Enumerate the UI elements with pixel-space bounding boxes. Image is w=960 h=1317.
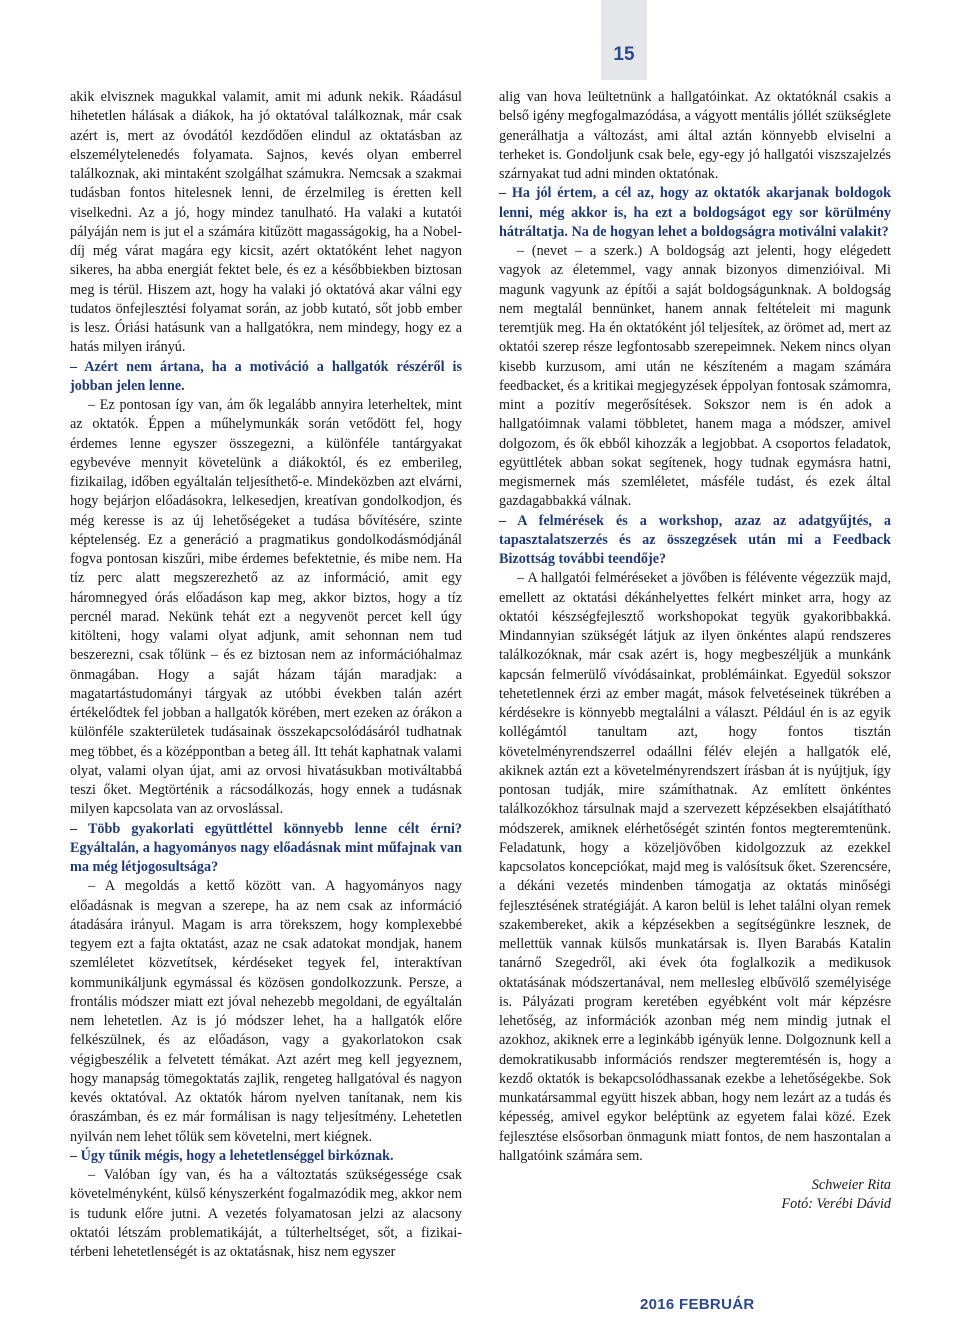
interview-question: – Úgy tűnik mégis, hogy a lehetetlenséggel birkóznak.	[70, 1147, 394, 1164]
answer-paragraph: alig van hova leültetnünk a hallgatóinkat. Az oktatóknál csakis a belső igény megfogalmazódása, a vágyott mentális jóllét szükséglete generálhatja a változást, ami által aztán könnyebb elviselni a terheket is. Gondoljunk csak bele, egy-egy jó hallgatói viszszajelzés szárnyakat tud adni minden oktatónak.	[499, 89, 891, 182]
right-column	[499, 88, 891, 1215]
interview-question: – Több gyakorlati együttléttel könnyebb lenne célt érni? Egyáltalán, a hagyományos nagy előadásnak mint műfajnak van ma még létjogosultsága?	[70, 820, 462, 875]
photo-credit: Fotó: Verébi Dávid	[781, 1196, 891, 1213]
answer-paragraph: – A hallgatói felméréseket a jövőben is félévente végezzük majd, emellett az oktatási dékánhelyettes felkért minket arra, hogy az oktatói készségfejlesztő workshopokat tegyük gyakoribbakká. Mindannyian szükségét látjuk az ilyen önkéntes alapú rendszeres találkozóknak, már csak azért is, hogy megbeszéljük a munkánk kapcsán felmerülő vívódásainkat, problémáinkat. Egyedül sokszor tehetetlennek érzi az ember magát, mások felvetéseinek tükrében a kérdésekre is könnyebb megtalálni a választ. Például én is az egyik kollégámtól tanultam azt, hogy fontos tisztán követelményrendszerrel odaállni félév elején a hallgatók elé, akiknek aztán ezt a követelményrendszert írásban át is nyújtjuk, így pontosan tudják, mire számíthatnak. Az említett önkéntes találkozókhoz társulnak majd a szervezett képzésekben elsajátítható módszerek, amiknek elérhetőségét szintén fontos megteremtenünk. Feladatunk, hogy a közeljövőben kidolgozzuk az ezekkel kapcsolatos koncepciókat, majd meg is valósítsuk őket. Szerencsére, a dékáni vezetés mindenben támogatja az oktatás minőségi fejlesztésének stratégiáját. A karon belül is lehet találni olyan remek szakembereket, akik a képzésekben a segítségünkre lesznek, de mellettük vannak külsős munkatársak is. Ilyen Barabás Katalin tanárnő Szegedről, aki évek óta foglalkozik a medikusok oktatásának módszertanával, nem mellesleg elbűvölő személyisége is. Pályázati program keretében egyébként volt már képzésre lehetőség, az információk azonban még nem mindig jutnak el azokhoz, akiknek erre a leginkább igényük lenne. Dolgoznunk kell a demokratikusabb információs rendszer megteremtésén is, hogy a kezdő oktatók is bekapcsolódhassanak ezekbe a lehetőségekbe. Sok munkatársammal együtt hiszek abban, hogy nem lezárt az a tudás és képesség, amivel egykor beléptünk az egyetem falai közé. Ezek fejlesztése elsősorban önmagunk miatt fontos, de nem haszontalan a hallgatóink számára sem.	[499, 570, 891, 1164]
left-column	[70, 88, 462, 1262]
page-number-box	[601, 0, 647, 80]
answer-paragraph: – Valóban így van, és ha a változtatás szükségessége csak követelményként, külső kényszerként fogalmazódik meg, akkor nem is tudunk előre jutni. A vezetés folyamatosan jelzi az alacsony oktatói létszám problematikáját, a túlterheltséget, sőt, a fizikai-térbeni lehetetlenségét is az oktatásnak, hisz nem egyszer	[70, 1167, 462, 1260]
interview-question: – Azért nem ártana, ha a motiváció a hallgatók részéről is jobban jelen lenne.	[70, 358, 462, 394]
answer-paragraph: – Ez pontosan így van, ám ők legalább annyira leterheltek, mint az oktatók. Éppen a műhelymunkák során vetődött fel, hogy érdemes lenne egyszer összegezni, a különféle tantárgyakat egybevéve mennyit követelünk a diákoktól, és ez emberileg, fizikailag, időben egyáltalán teljesíthető-e. Mindeközben azt elvárni, hogy bejárjon előadásokra, lelkesedjen, kreatívan gondolkodjon, és még keresse is az új lehetőségeket a tudása bővítésére, szinte képtelenség. Ez a generáció a pragmatikus gondolkodásmódjánál fogva pontosan kiszűri, mibe érdemes befektetnie, és mibe nem. Ha tíz perc alatt megszerezhető az az információ, amit egy háromnegyed órás előadáson kap meg, akkor biztos, hogy a tíz percnél marad. Nekünk tehát ezt a negyvenöt percet kell úgy kitölteni, hogy valami olyat adjunk, amit sehonnan nem tud beszerezni, csak tőlünk – és ez biztosan nem az információhalmaz önmagában. Hogy a saját házam táján maradjak: a magatartástudományi tárgyak az utóbbi években talán azért értékelődtek fel jobban a hallgatók körében, mert ezeken az órákon a különféle szakterületek tudásainak összekapcsolódásáról tudhatnak meg többet, és a középpontban a beteg áll. Itt tehát kaphatnak valami olyat, valami olyan újat, ami az orvosi hivatásukban motiváltabbá teszi őket. Megtörténik a rácsodálkozás, hogy ennek a tudásnak milyen kapcsolata van az orvoslással.	[70, 397, 462, 818]
author-name: Schweier Rita	[811, 1177, 891, 1193]
page-number: 15	[613, 44, 635, 65]
footer-issue-date: 2016 FEBRUÁR	[640, 1296, 755, 1313]
interview-question: – A felmérések és a workshop, azaz az adatgyűjtés, a tapasztalatszerzés és az összegzések után mi a Feedback Bizottság további teendője?	[499, 512, 891, 567]
answer-paragraph: – A megoldás a kettő között van. A hagyományos nagy előadásnak is megvan a szerepe, ha az nem csak az információ átadására irányul. Magam is arra törekszem, hogy komplexebbé tegyem ezt a fajta oktatást, azaz ne csak adatokat mondjak, hanem szemléletet közvetítsek, kérdéseket tegyek fel, interaktívan kommunikáljunk egymással és közösen gondolkozzunk. Persze, a frontális módszer miatt ezt jóval nehezebb megoldani, de egyáltalán nem lehetetlen. Az is jó módszer lehet, ha a hallgatók előre felkészülnek, és az előadáson, vagy a gyakorlatokon csak végigbeszélik a felvetett témákat. Azt azért meg kell jegyeznem, hogy manapság tömegoktatás zajlik, rengeteg hallgatóval és nagyon kevés oktatóval. Az oktatók három nyelven tanítanak, nem kis óraszámban, és ez már formálisan is nagy teljesítmény. Lehetetlen nyilván nem lehet tőlük sem követelni, mert kiégnek.	[70, 878, 462, 1145]
answer-paragraph: akik elvisznek magukkal valamit, amit mi adunk nekik. Ráadásul hihetetlen hálásak a diákok, ha jó oktatóval találkoznak, már csak azért is, mert az óvodától kezdődően elindul az oktatásban az elszemélytelenedés folyamata. Sajnos, kevés olyan emberrel találkoznak, aki mintaként szolgálhat számukra. Nemcsak a szakmai tudásban fontos hitelesnek lenni, de érzelmileg is éretten kell viselkedni. Az a jó, hogy mindez tanulható. Ha valaki a kutatói pályáján nem is jut el a számára kitűzött magasságokig, ha a Nobel-díj még várat magára egy kicsit, azért oktatóként lehet nagyon sikeres, ha abba energiát fektet bele, és ez a későbbiekben biztosan meg is térül. Hiszem azt, hogy ha valaki jó oktatóvá akar válni egy tudatos önfejlesztési folyamat során, az jobb kutató, sőt jobb ember is lesz. Óriási hatásunk van a hallgatókra, nem mindegy, hogy ez a hatás milyen irányú.	[70, 89, 462, 356]
interview-question: – Ha jól értem, a cél az, hogy az oktatók akarjanak boldogok lenni, még akkor is, ha ezt a boldogságot egy sor körülmény hátráltatja. Na de hogyan lehet a boldogságra motiválni valakit?	[499, 185, 891, 240]
answer-paragraph: – (nevet – a szerk.) A boldogság azt jelenti, hogy elégedett vagyok az életemmel, vagy annak bizonyos dimenzióival. Mi magunk vagyunk az építői a saját boldogságunknak. A boldogság nem megtalál bennünket, hanem annak feltételeit mi magunk teremtjük meg. Ha én oktatóként jól teljesítek, az örömet ad, mert az oktatói szerep része legfontosabb szerepeimnek. Nekem nincs olyan kisebb kurzusom, ami után ne készíteném a magam számára feedbacket, és a kritikai megjegyzések éppolyan fontosak számomra, mint a pozitív megerősítések. Sokszor nem is én adok a hallgatóimnak valami többletet, hanem maga a módszer, amivel dolgozom, és ők ebből kihozzák a legjobbat. A csoportos feladatok, együttlétek abban sokat segítenek, hogy tudnak egymásra hatni, megismernek más szemléletet, másféle tudást, és ezek által gazdagabbakká válnak.	[499, 243, 891, 510]
